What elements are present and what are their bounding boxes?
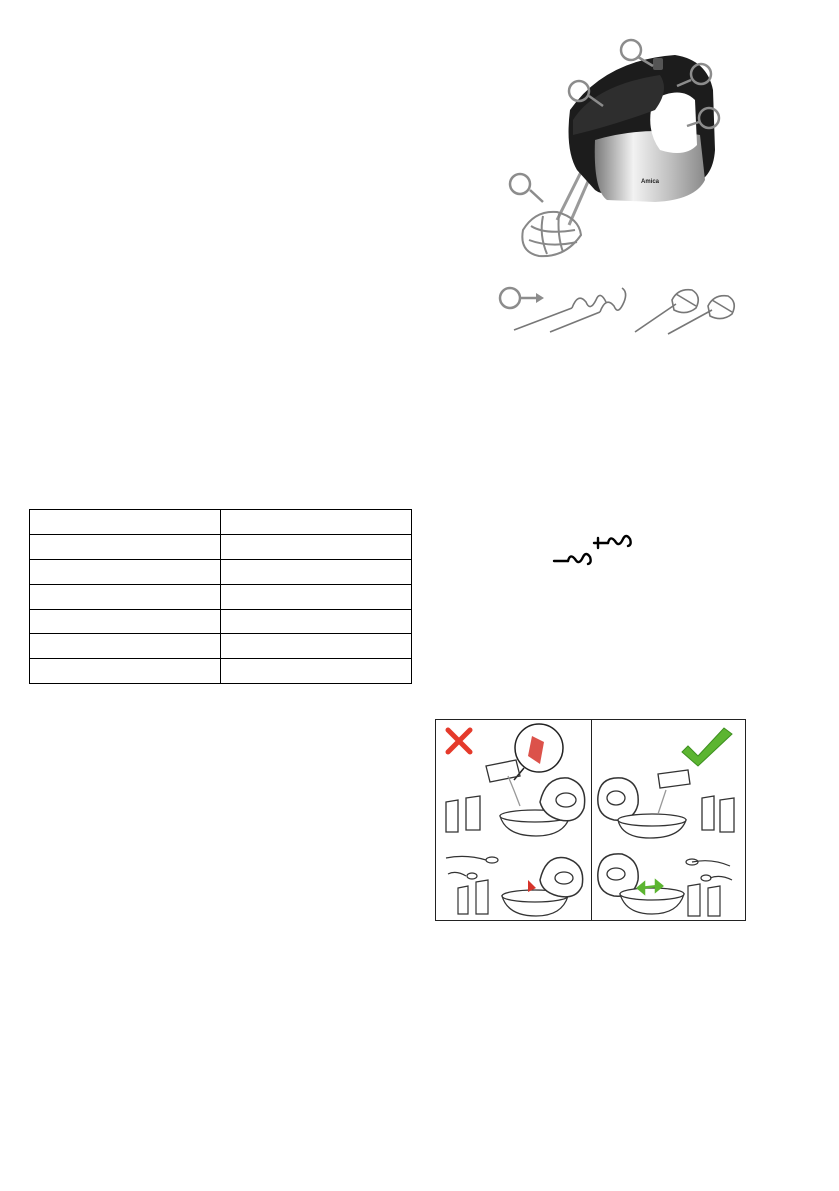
- table-cell: [30, 534, 221, 559]
- table-cell: [30, 609, 221, 634]
- table-row: [30, 609, 412, 634]
- hand-mixer-illustration: [495, 30, 735, 270]
- table-row: [30, 634, 412, 659]
- wrong-usage-illustration: [436, 720, 591, 920]
- table-cell: [221, 659, 412, 684]
- spec-table: [29, 509, 412, 684]
- table-row: [30, 584, 412, 609]
- beater-whisk-icon: [522, 212, 581, 256]
- table-cell: [221, 584, 412, 609]
- table-cell: [221, 510, 412, 535]
- correct-usage-illustration: [592, 720, 745, 920]
- table-cell: [221, 634, 412, 659]
- table-row: [30, 559, 412, 584]
- table-row: [30, 534, 412, 559]
- table-cell: [30, 559, 221, 584]
- callout-circle: [569, 81, 589, 101]
- cross-icon: [448, 730, 470, 752]
- brand-logo: Amica: [641, 179, 660, 185]
- check-icon: [682, 728, 732, 766]
- table-cell: [30, 584, 221, 609]
- table-cell: [221, 534, 412, 559]
- table-cell: [30, 634, 221, 659]
- table-row: [30, 659, 412, 684]
- table-row: [30, 510, 412, 535]
- whisks-icon: [635, 290, 734, 334]
- table-cell: [221, 559, 412, 584]
- dough-hooks-icon: [514, 288, 626, 332]
- table-cell: [30, 659, 221, 684]
- callout-circle: [510, 174, 530, 194]
- table-cell: [221, 609, 412, 634]
- table-cell: [30, 510, 221, 535]
- dough-hook-symbol-icon: [552, 533, 638, 569]
- callout-circle: [500, 288, 520, 308]
- attachments-illustration: [490, 278, 752, 340]
